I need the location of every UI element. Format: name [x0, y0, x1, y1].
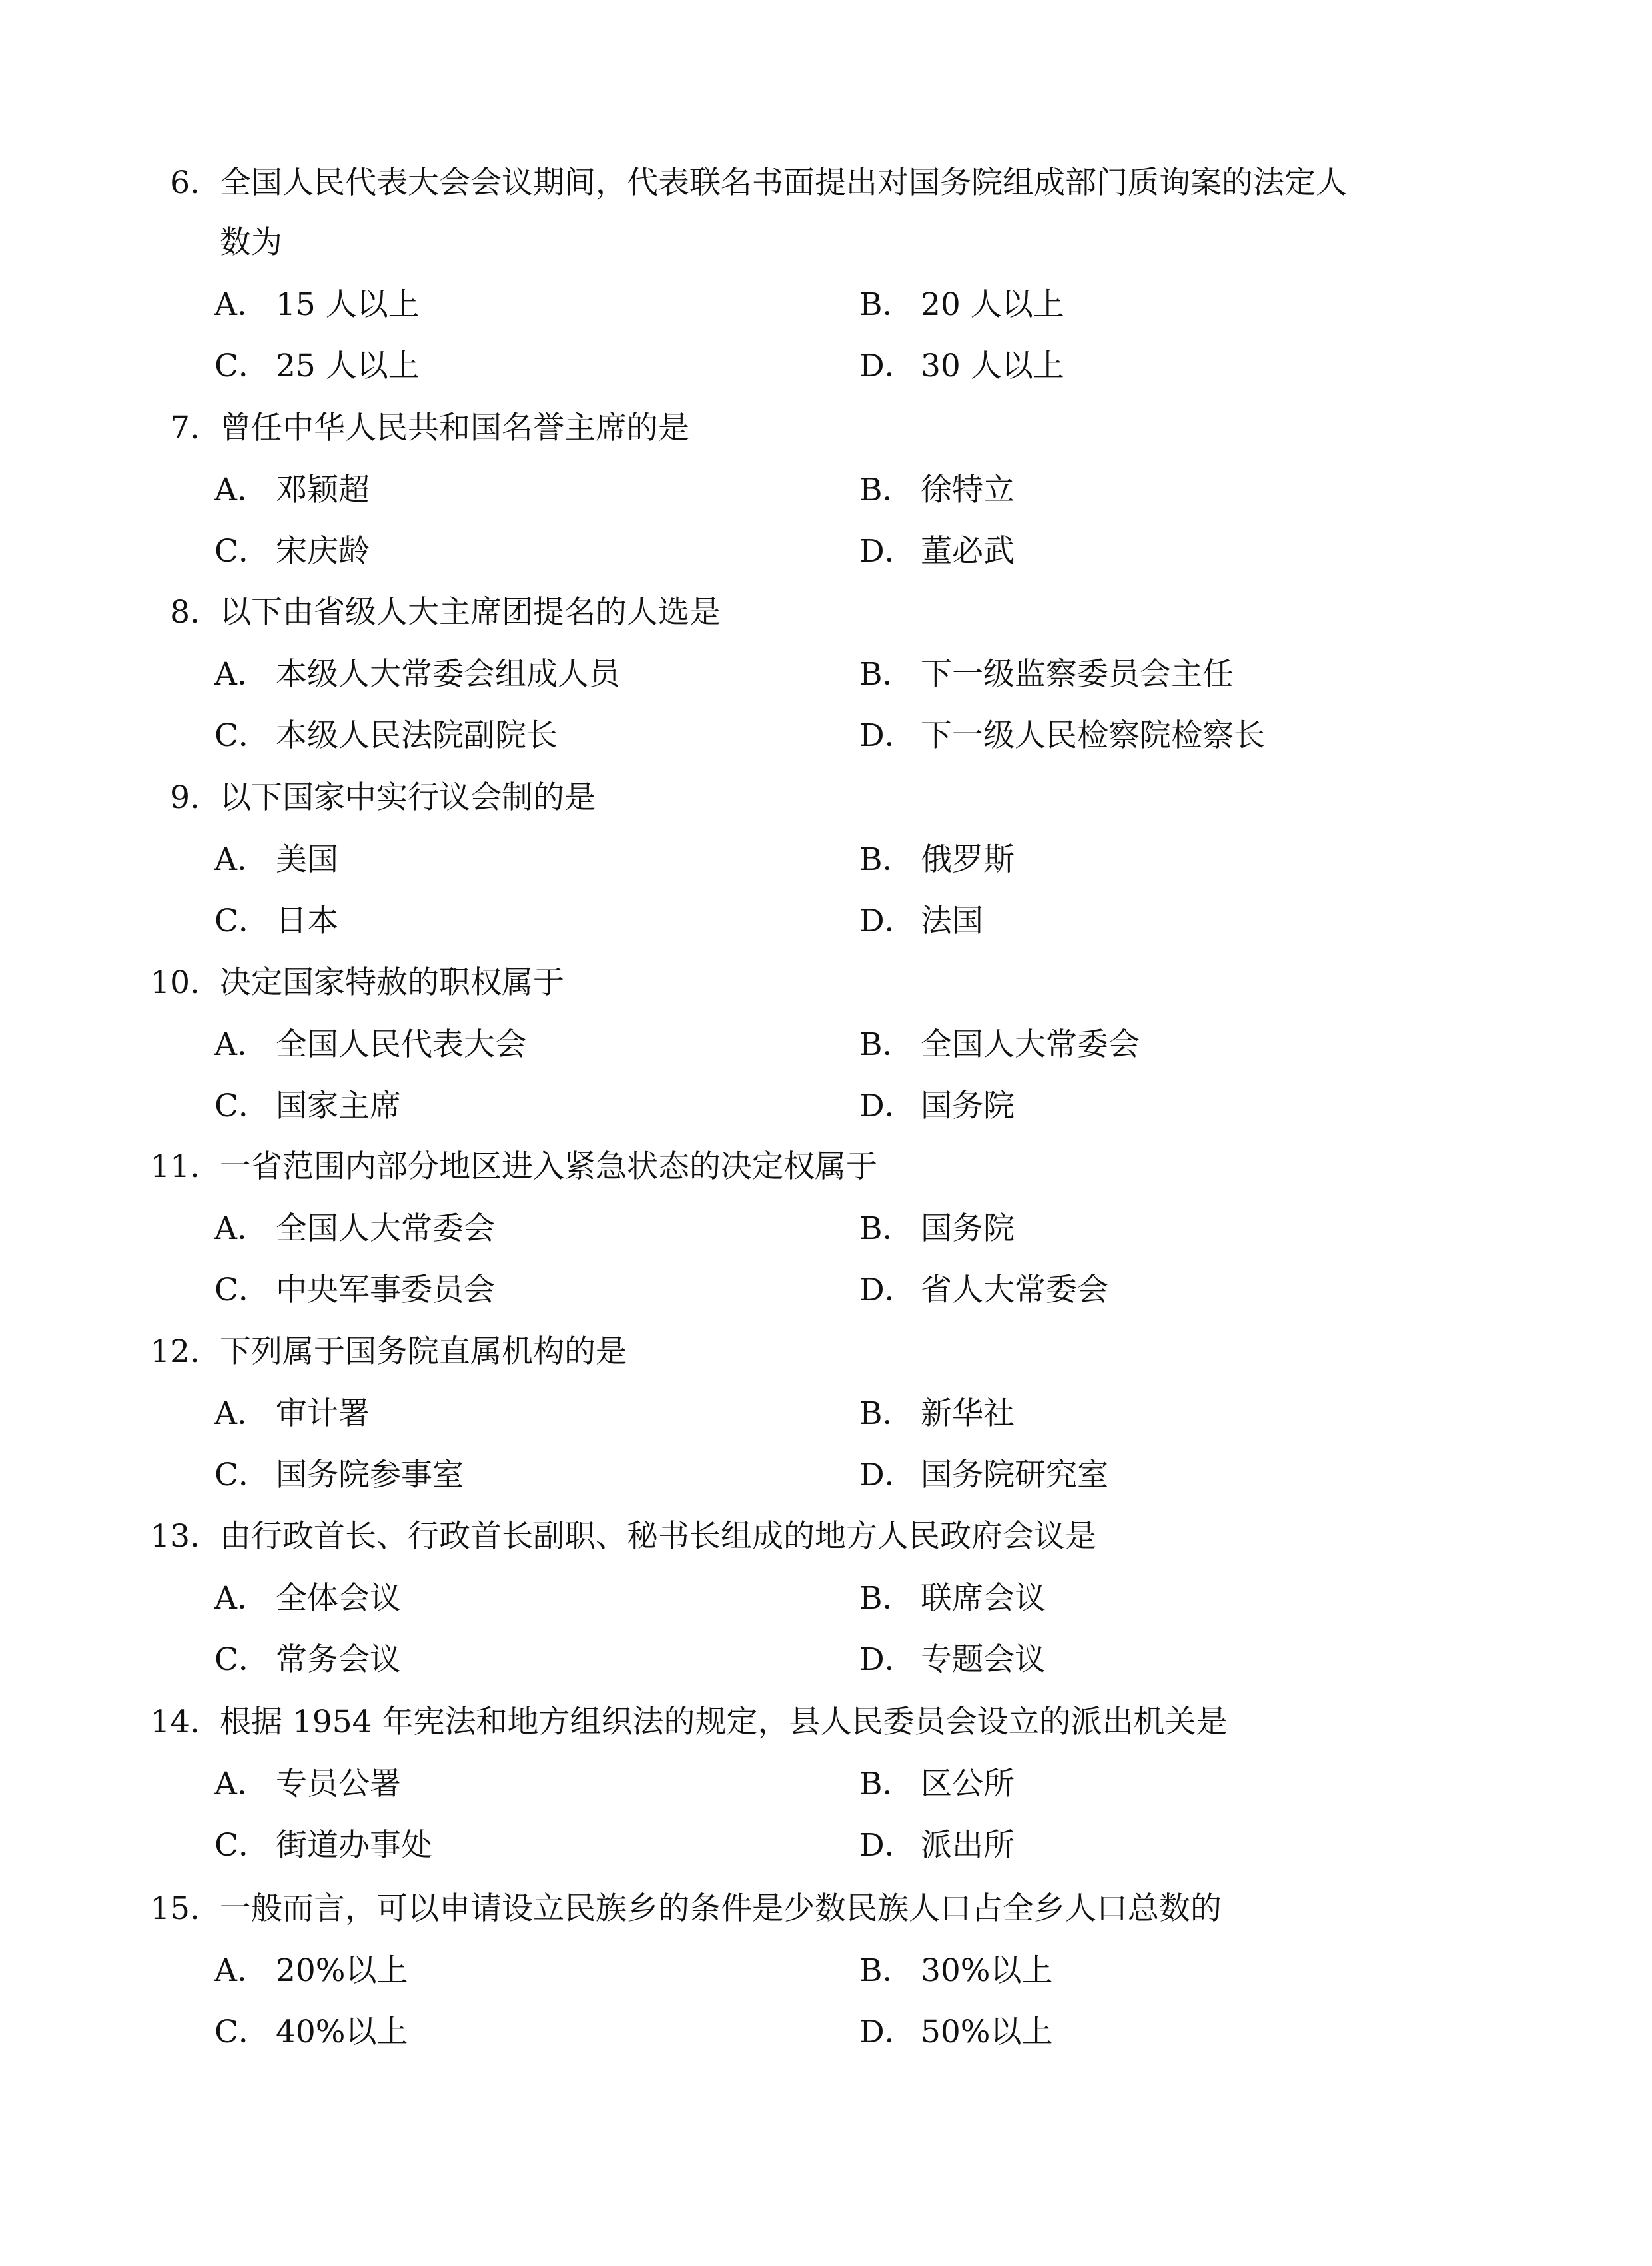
question-stem: 以下由省级人大主席团提名的人选是 — [220, 594, 721, 631]
option-letter: C． — [214, 717, 270, 754]
option-c[interactable] — [214, 1455, 464, 1495]
question-stem: 根据 1954 年宪法和地方组织法的规定，县人民委员会设立的派出机关是 — [220, 1704, 1228, 1740]
option-c[interactable] — [214, 532, 370, 571]
option-a[interactable] — [214, 1579, 401, 1619]
question-number: 12. — [150, 1333, 200, 1370]
option-text: 全国人大常委会 — [921, 1026, 1140, 1063]
option-letter: D． — [859, 2014, 916, 2050]
option-letter: B． — [859, 1395, 914, 1432]
option-text: 省人大常委会 — [921, 1272, 1108, 1308]
option-letter: A． — [214, 1580, 268, 1617]
option-b[interactable] — [859, 470, 1015, 510]
option-letter: A． — [214, 656, 268, 693]
option-letter: D． — [859, 348, 916, 384]
option-text: 国务院参事室 — [276, 1457, 464, 1493]
option-text: 专题会议 — [921, 1641, 1046, 1678]
option-a[interactable] — [214, 655, 620, 695]
question-stem: 以下国家中实行议会制的是 — [220, 779, 596, 816]
question-number: 11. — [150, 1148, 200, 1185]
option-letter: D． — [859, 533, 916, 569]
option-text: 50%以上 — [921, 2014, 1053, 2050]
option-letter: A． — [214, 1026, 268, 1063]
option-letter: C． — [214, 2014, 270, 2050]
option-d[interactable] — [859, 901, 983, 941]
option-text: 区公所 — [921, 1766, 1015, 1802]
option-text: 20 人以上 — [921, 286, 1064, 323]
option-c[interactable] — [214, 1270, 495, 1310]
option-text: 国务院 — [921, 1088, 1015, 1124]
option-text: 专员公署 — [276, 1766, 401, 1802]
option-c[interactable] — [214, 2012, 408, 2052]
option-letter: D． — [859, 1088, 916, 1124]
question-stem: 由行政首长、行政首长副职、秘书长组成的地方人民政府会议是 — [220, 1518, 1096, 1555]
option-text: 徐特立 — [921, 472, 1015, 508]
option-text: 法国 — [921, 903, 983, 939]
option-a[interactable] — [214, 1394, 370, 1434]
option-text: 联席会议 — [921, 1580, 1046, 1617]
option-letter: B． — [859, 1026, 914, 1063]
option-text: 新华社 — [921, 1395, 1015, 1432]
option-letter: B． — [859, 1580, 914, 1617]
question-number: 8. — [170, 594, 200, 631]
option-text: 全国人民代表大会 — [276, 1026, 526, 1063]
option-d[interactable] — [859, 1086, 1015, 1126]
option-b[interactable] — [859, 1025, 1140, 1065]
option-text: 国家主席 — [276, 1088, 401, 1124]
option-a[interactable] — [214, 1209, 495, 1249]
option-d[interactable] — [859, 346, 1064, 386]
option-text: 日本 — [276, 903, 338, 939]
option-a[interactable] — [214, 840, 338, 880]
question-number: 6. — [170, 165, 200, 201]
option-b[interactable] — [859, 1394, 1015, 1434]
option-a[interactable] — [214, 285, 420, 325]
option-letter: D． — [859, 1641, 916, 1678]
option-text: 邓颖超 — [276, 472, 370, 508]
option-d[interactable] — [859, 1270, 1108, 1310]
option-letter: A． — [214, 286, 268, 323]
question-stem: 一般而言，可以申请设立民族乡的条件是少数民族人口占全乡人口总数的 — [220, 1890, 1222, 1927]
option-c[interactable] — [214, 901, 338, 941]
question-number: 13. — [150, 1518, 200, 1555]
question-number: 7. — [170, 410, 200, 446]
option-text: 40%以上 — [276, 2014, 408, 2050]
option-text: 中央军事委员会 — [276, 1272, 495, 1308]
option-text: 下一级人民检察院检察长 — [921, 717, 1265, 754]
option-letter: C． — [214, 1272, 270, 1308]
question-stem: 决定国家特赦的职权属于 — [220, 964, 564, 1001]
question-stem: 曾任中华人民共和国名誉主席的是 — [220, 410, 689, 446]
option-text: 本级人大常委会组成人员 — [276, 656, 620, 693]
option-text: 国务院研究室 — [921, 1457, 1108, 1493]
option-d[interactable] — [859, 1640, 1046, 1680]
option-letter: D． — [859, 1827, 916, 1864]
option-d[interactable] — [859, 716, 1265, 756]
option-d[interactable] — [859, 532, 1015, 571]
option-letter: A． — [214, 1210, 268, 1247]
option-letter: A． — [214, 1395, 268, 1432]
option-c[interactable] — [214, 1640, 401, 1680]
question-number: 10. — [150, 964, 200, 1001]
option-letter: A． — [214, 1766, 268, 1802]
question-stem: 下列属于国务院直属机构的是 — [220, 1333, 627, 1370]
option-text: 宋庆龄 — [276, 533, 370, 569]
option-a[interactable] — [214, 1025, 526, 1065]
option-letter: C． — [214, 1457, 270, 1493]
option-text: 全国人大常委会 — [276, 1210, 495, 1247]
question-number: 9. — [170, 779, 200, 816]
question-stem: 一省范围内部分地区进入紧急状态的决定权属于 — [220, 1148, 877, 1185]
option-letter: D． — [859, 717, 916, 754]
question-stem: 全国人民代表大会会议期间，代表联名书面提出对国务院组成部门质询案的法定人 — [220, 165, 1347, 201]
option-letter: B． — [859, 1210, 914, 1247]
question-number: 15. — [150, 1890, 200, 1927]
option-text: 美国 — [276, 841, 338, 878]
option-d[interactable] — [859, 1455, 1108, 1495]
option-a[interactable] — [214, 1951, 408, 1991]
option-a[interactable] — [214, 470, 370, 510]
option-b[interactable] — [859, 1209, 1015, 1249]
option-letter: C． — [214, 1641, 270, 1678]
option-text: 派出所 — [921, 1827, 1015, 1864]
option-letter: B． — [859, 656, 914, 693]
option-letter: C． — [214, 903, 270, 939]
option-c[interactable] — [214, 1086, 401, 1126]
option-letter: C． — [214, 348, 270, 384]
option-b[interactable] — [859, 840, 1015, 880]
option-b[interactable] — [859, 1764, 1015, 1804]
option-text: 全体会议 — [276, 1580, 401, 1617]
option-b[interactable] — [859, 1579, 1046, 1619]
option-letter: A． — [214, 1952, 268, 1989]
option-text: 本级人民法院副院长 — [276, 717, 558, 754]
option-text: 常务会议 — [276, 1641, 401, 1678]
option-b[interactable] — [859, 285, 1064, 325]
option-letter: D． — [859, 903, 916, 939]
option-letter: A． — [214, 841, 268, 878]
option-text: 审计署 — [276, 1395, 370, 1432]
option-letter: B． — [859, 286, 914, 323]
option-letter: A． — [214, 472, 268, 508]
option-letter: B． — [859, 841, 914, 878]
option-text: 街道办事处 — [276, 1827, 432, 1864]
option-letter: D． — [859, 1457, 916, 1493]
option-text: 30%以上 — [921, 1952, 1053, 1989]
option-c[interactable] — [214, 716, 558, 756]
option-letter: B． — [859, 1766, 914, 1802]
option-letter: B． — [859, 472, 914, 508]
option-text: 俄罗斯 — [921, 841, 1015, 878]
option-letter: B． — [859, 1952, 914, 1989]
option-b[interactable] — [859, 655, 1234, 695]
option-text: 下一级监察委员会主任 — [921, 656, 1234, 693]
option-a[interactable] — [214, 1764, 401, 1804]
option-text: 国务院 — [921, 1210, 1015, 1247]
question-stem-continued: 数为 — [220, 224, 282, 261]
option-text: 15 人以上 — [276, 286, 420, 323]
option-letter: C． — [214, 533, 270, 569]
option-c[interactable] — [214, 346, 420, 386]
question-number: 14. — [150, 1704, 200, 1740]
option-letter: C． — [214, 1088, 270, 1124]
option-c[interactable] — [214, 1826, 432, 1866]
option-text: 30 人以上 — [921, 348, 1064, 384]
option-letter: C． — [214, 1827, 270, 1864]
option-d[interactable] — [859, 1826, 1015, 1866]
option-text: 20%以上 — [276, 1952, 408, 1989]
option-text: 董必武 — [921, 533, 1015, 569]
option-text: 25 人以上 — [276, 348, 420, 384]
option-letter: D． — [859, 1272, 916, 1308]
option-d[interactable] — [859, 2012, 1052, 2052]
option-b[interactable] — [859, 1951, 1052, 1991]
